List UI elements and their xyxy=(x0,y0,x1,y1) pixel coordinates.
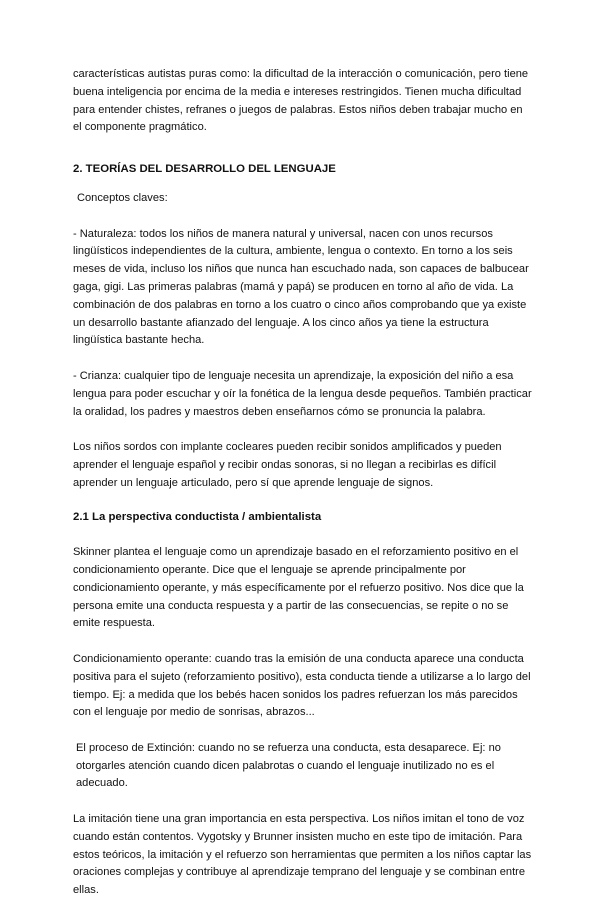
intro-paragraph: características autistas puras como: la dificultad de la interacción o comunicación, pero tiene buena inteligencia por encima de la media e intereses restringidos. Tienen mucha dificultad para entender chistes, refranes o juegos de palabras. Estos niños deben trabajar mucho en el componente pragmático. xyxy=(73,68,529,134)
condicionamiento-paragraph: Condicionamiento operante: cuando tras la emisión de una conducta aparece una conducta positiva para el sujeto (reforzamiento positivo), esta conducta tiende a utilizarse a lo largo del tiempo. Ej: a medida que los bebés hacen sonidos los padres refuerzan los más parecidos con el lenguaje por medio de sonrisas, abrazos... xyxy=(73,652,531,719)
sordos-paragraph: Los niños sordos con implante cocleares pueden recibir sonidos amplificados y pueden aprender el lenguaje español y recibir ondas sonoras, si no llegan a recibirlas es difícil aprender un lenguaje articulado, pero sí que aprende lenguaje de signos. xyxy=(73,441,502,489)
subsection-heading: 2.1 La perspectiva conductista / ambientalista xyxy=(73,510,322,523)
document-page xyxy=(73,66,533,900)
concepts-label: Conceptos claves: xyxy=(77,191,168,204)
extincion-paragraph: El proceso de Extinción: cuando no se refuerza una conducta, esta desaparece. Ej: no otorgarles atención cuando dicen palabrotas o cuando el lenguaje inutilizado no es el adecuado. xyxy=(76,741,501,790)
imitacion-paragraph: La imitación tiene una gran importancia en esta perspectiva. Los niños imitan el tono de voz cuando están contentos. Vygotsky y Brunner insisten mucho en este tipo de imitación. Para estos teóricos, la imitación y el refuerzo son herramientas que permiten a los niños captar las oraciones complejas y contribuye al aprendizaje temprano del lenguaje y se combinan entre ellas. xyxy=(73,813,532,897)
crianza-paragraph: - Crianza: cualquier tipo de lenguaje necesita un aprendizaje, la exposición del niño a esa lengua para poder escuchar y oír la fonética de la lengua desde pequeños. También practicar la oralidad, los padres y maestros deben enseñarnos cómo se pronuncia la palabra. xyxy=(73,369,532,418)
skinner-paragraph: Skinner plantea el lenguaje como un aprendizaje basado en el reforzamiento positivo en el condicionamiento operante. Dice que el lenguaje se aprende principalmente por condicionamiento operante, y más específicamente por el refuerzo positivo. Nos dice que la persona emite una conducta respuesta y a partir de las consecuencias, se repite o no se emite respuesta. xyxy=(73,546,524,630)
naturaleza-paragraph: - Naturaleza: todos los niños de manera natural y universal, nacen con unos recursos lingüísticos independientes de la cultura, ambiente, lengua o contexto. En torno a los seis meses de vida, incluso los niños que nunca han escuchado nada, son capaces de balbucear gaga, gigi. Las primeras palabras (mamá y papá) se producen en torno al año de vida. La combinación de dos palabras en torno a los cuatro o cinco años comprobando que ya existe un desarrollo bastante afianzado del lenguaje. A los cinco años ya tiene la estructura lingüística bastante hecha. xyxy=(73,227,529,347)
section-heading: 2. TEORÍAS DEL DESARROLLO DEL LENGUAJE xyxy=(73,163,336,176)
